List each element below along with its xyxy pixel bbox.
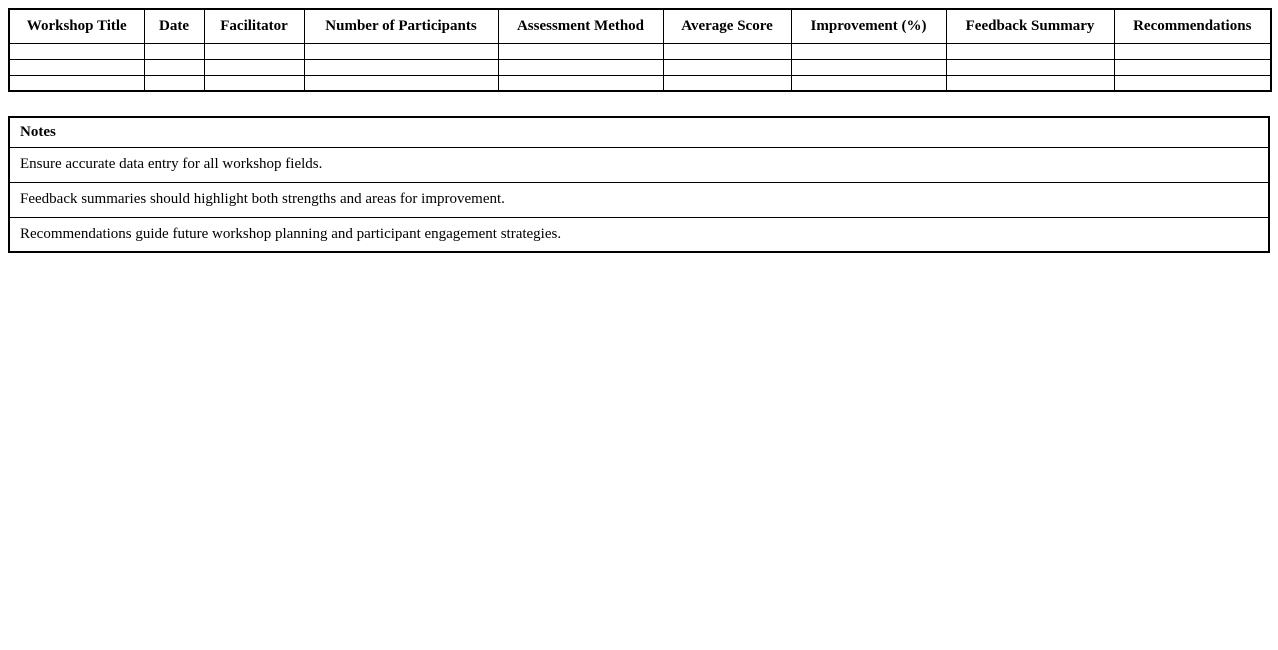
document-page — [0, 0, 1278, 261]
note-item: Recommendations guide future workshop planning and participant engagement strategies. — [9, 217, 1269, 252]
col-header-assessment-method: Assessment Method — [498, 9, 663, 43]
cell-recommendations[interactable] — [1114, 59, 1271, 75]
cell-number-of-participants[interactable] — [304, 59, 498, 75]
cell-assessment-method[interactable] — [498, 59, 663, 75]
workshop-table-row — [9, 43, 1271, 59]
workshop-evaluation-table — [8, 8, 1272, 92]
cell-improvement-percent[interactable] — [791, 43, 946, 59]
notes-header-row — [9, 117, 1269, 147]
workshop-table-row — [9, 59, 1271, 75]
workshop-table-header-row — [9, 9, 1271, 43]
notes-table — [8, 116, 1270, 253]
cell-workshop-title[interactable] — [9, 43, 144, 59]
cell-feedback-summary[interactable] — [946, 43, 1114, 59]
cell-workshop-title[interactable] — [9, 59, 144, 75]
cell-average-score[interactable] — [663, 75, 791, 91]
cell-facilitator[interactable] — [204, 59, 304, 75]
note-item: Ensure accurate data entry for all workshop fields. — [9, 147, 1269, 182]
col-header-facilitator: Facilitator — [204, 9, 304, 43]
cell-date[interactable] — [144, 43, 204, 59]
note-item: Feedback summaries should highlight both strengths and areas for improvement. — [9, 182, 1269, 217]
col-header-date: Date — [144, 9, 204, 43]
cell-assessment-method[interactable] — [498, 43, 663, 59]
col-header-recommendations: Recommendations — [1114, 9, 1271, 43]
col-header-workshop-title: Workshop Title — [9, 9, 144, 43]
cell-facilitator[interactable] — [204, 75, 304, 91]
col-header-improvement-percent: Improvement (%) — [791, 9, 946, 43]
cell-recommendations[interactable] — [1114, 43, 1271, 59]
cell-number-of-participants[interactable] — [304, 75, 498, 91]
notes-row — [9, 147, 1269, 182]
notes-header: Notes — [9, 117, 1269, 147]
notes-row — [9, 182, 1269, 217]
cell-average-score[interactable] — [663, 43, 791, 59]
col-header-feedback-summary: Feedback Summary — [946, 9, 1114, 43]
cell-assessment-method[interactable] — [498, 75, 663, 91]
cell-feedback-summary[interactable] — [946, 75, 1114, 91]
cell-facilitator[interactable] — [204, 43, 304, 59]
cell-feedback-summary[interactable] — [946, 59, 1114, 75]
col-header-average-score: Average Score — [663, 9, 791, 43]
cell-date[interactable] — [144, 59, 204, 75]
cell-number-of-participants[interactable] — [304, 43, 498, 59]
cell-workshop-title[interactable] — [9, 75, 144, 91]
cell-date[interactable] — [144, 75, 204, 91]
notes-row — [9, 217, 1269, 252]
cell-average-score[interactable] — [663, 59, 791, 75]
cell-improvement-percent[interactable] — [791, 75, 946, 91]
workshop-table-row — [9, 75, 1271, 91]
cell-improvement-percent[interactable] — [791, 59, 946, 75]
cell-recommendations[interactable] — [1114, 75, 1271, 91]
col-header-number-of-participants: Number of Participants — [304, 9, 498, 43]
